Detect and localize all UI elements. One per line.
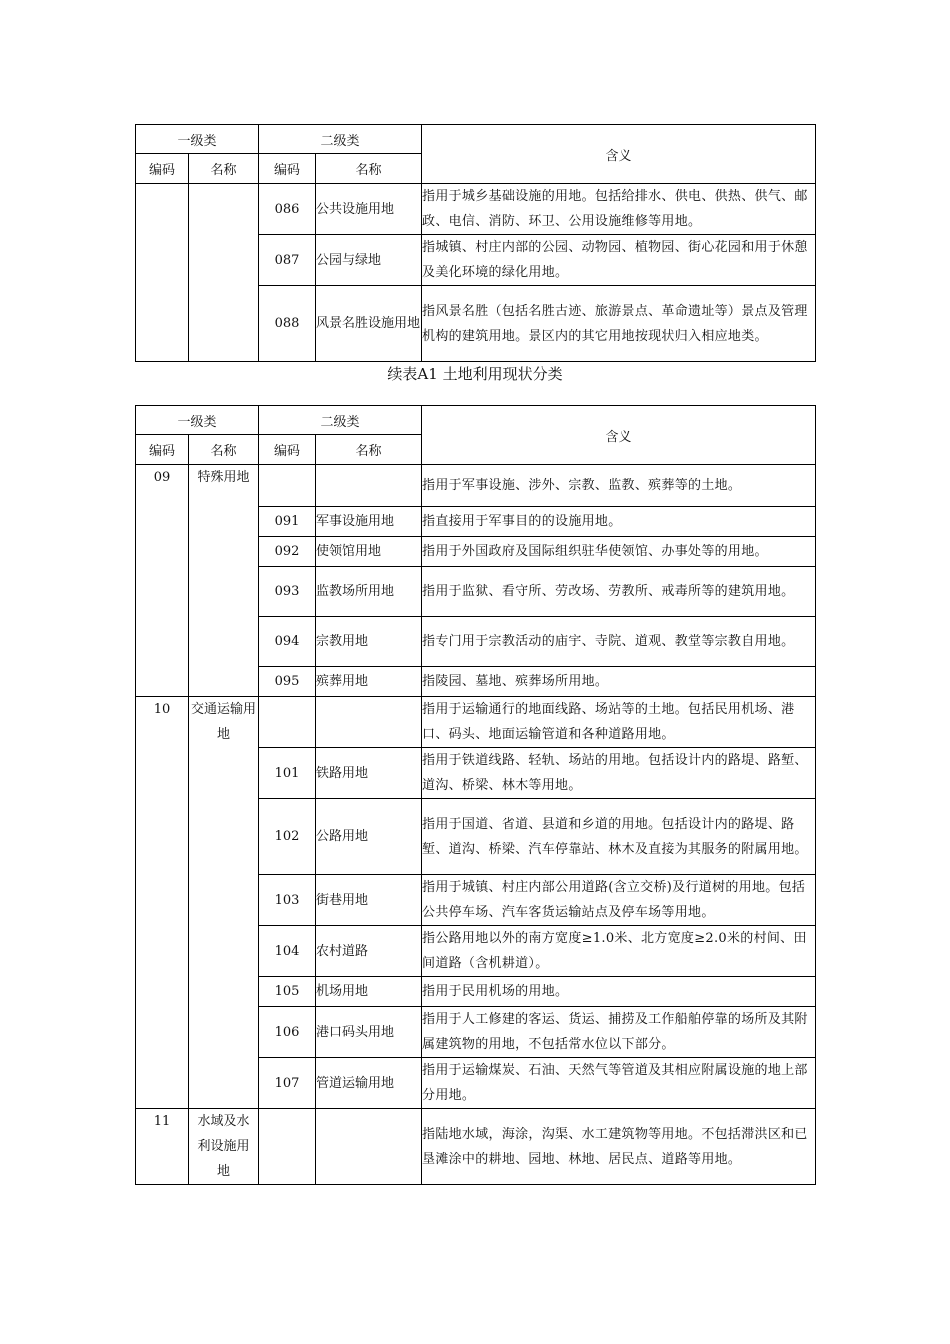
table-row: [136, 184, 816, 235]
subclass-code: [259, 697, 316, 748]
subclass-meaning: 指用于民用机场的用地。: [422, 977, 816, 1007]
subclass-code: 093: [259, 567, 316, 617]
subclass-meaning: 指城镇、村庄内部的公园、动物园、植物园、街心花园和用于休憩及美化环境的绿化用地。: [422, 235, 816, 286]
level2-header: 二级类: [259, 406, 422, 435]
level1-name-header: 名称: [189, 154, 259, 184]
level1-code-header: 编码: [136, 435, 189, 465]
subclass-name: 铁路用地: [316, 748, 422, 799]
level1-name-header: 名称: [189, 435, 259, 465]
subclass-name: 殡葬用地: [316, 667, 422, 697]
subclass-name: 风景名胜设施用地: [316, 286, 422, 362]
class-code: 10: [136, 697, 189, 1109]
subclass-meaning: 指用于监狱、看守所、劳改场、劳教所、戒毒所等的建筑用地。: [422, 567, 816, 617]
subclass-meaning: 指用于运输煤炭、石油、天然气等管道及其相应附属设施的地上部分用地。: [422, 1058, 816, 1109]
subclass-name: 监教场所用地: [316, 567, 422, 617]
land-use-table-part2: [135, 405, 816, 1185]
class-name: 水域及水利设施用地: [189, 1109, 259, 1185]
subclass-code: [259, 465, 316, 507]
level2-header: 二级类: [259, 125, 422, 154]
subclass-name: 公园与绿地: [316, 235, 422, 286]
subclass-code: 101: [259, 748, 316, 799]
table-row: [136, 1109, 816, 1185]
level2-name-header: 名称: [316, 154, 422, 184]
level2-name-header: 名称: [316, 435, 422, 465]
subclass-name: [316, 465, 422, 507]
table-row: [136, 697, 816, 748]
subclass-code: 094: [259, 617, 316, 667]
subclass-name: 农村道路: [316, 926, 422, 977]
subclass-meaning: 指用于人工修建的客运、货运、捕捞及工作船舶停靠的场所及其附属建筑物的用地，不包括常水位以下部分。: [422, 1007, 816, 1058]
meaning-header: 含义: [422, 406, 816, 465]
subclass-meaning: 指风景名胜（包括名胜古迹、旅游景点、革命遗址等）景点及管理机构的建筑用地。景区内的其它用地按现状归入相应地类。: [422, 286, 816, 362]
subclass-code: 102: [259, 799, 316, 875]
subclass-name: 公路用地: [316, 799, 422, 875]
subclass-code: 091: [259, 507, 316, 537]
subclass-meaning: 指用于城镇、村庄内部公用道路(含立交桥)及行道树的用地。包括公共停车场、汽车客货运输站点及停车场等用地。: [422, 875, 816, 926]
subclass-code: 103: [259, 875, 316, 926]
level1-header: 一级类: [136, 125, 259, 154]
subclass-code: [259, 1109, 316, 1185]
subclass-code: 092: [259, 537, 316, 567]
subclass-meaning: 指用于外国政府及国际组织驻华使领馆、办事处等的用地。: [422, 537, 816, 567]
subclass-name: 管道运输用地: [316, 1058, 422, 1109]
subclass-meaning: 指用于国道、省道、县道和乡道的用地。包括设计内的路堤、路堑、道沟、桥梁、汽车停靠站、林木及直接为其服务的附属用地。: [422, 799, 816, 875]
subclass-name: 公共设施用地: [316, 184, 422, 235]
class-meaning: 指用于军事设施、涉外、宗教、监教、殡葬等的土地。: [422, 465, 816, 507]
subclass-code: 104: [259, 926, 316, 977]
subclass-meaning: 指用于铁道线路、轻轨、场站的用地。包括设计内的路堤、路堑、道沟、桥梁、林木等用地。: [422, 748, 816, 799]
meaning-header: 含义: [422, 125, 816, 184]
land-use-table-part1: [135, 124, 816, 362]
table-row: [136, 465, 816, 507]
subclass-code: 088: [259, 286, 316, 362]
level1-name-cell: [189, 184, 259, 362]
subclass-name: 港口码头用地: [316, 1007, 422, 1058]
subclass-meaning: 指公路用地以外的南方宽度≥1.0米、北方宽度≥2.0米的村间、田间道路（含机耕道）。: [422, 926, 816, 977]
subclass-code: 086: [259, 184, 316, 235]
level2-code-header: 编码: [259, 154, 316, 184]
subclass-meaning: 指用于城乡基础设施的用地。包括给排水、供电、供热、供气、邮政、电信、消防、环卫、公用设施维修等用地。: [422, 184, 816, 235]
subclass-meaning: 指陵园、墓地、殡葬场所用地。: [422, 667, 816, 697]
subclass-code: 105: [259, 977, 316, 1007]
level2-code-header: 编码: [259, 435, 316, 465]
subclass-name: 使领馆用地: [316, 537, 422, 567]
level1-header: 一级类: [136, 406, 259, 435]
class-meaning: 指用于运输通行的地面线路、场站等的土地。包括民用机场、港口、码头、地面运输管道和各种道路用地。: [422, 697, 816, 748]
subclass-code: 087: [259, 235, 316, 286]
subclass-code: 095: [259, 667, 316, 697]
subclass-code: 107: [259, 1058, 316, 1109]
class-meaning: 指陆地水域，海涂，沟渠、水工建筑物等用地。不包括滞洪区和已垦滩涂中的耕地、园地、林地、居民点、道路等用地。: [422, 1109, 816, 1185]
table-caption: 续表A1 土地利用现状分类: [387, 365, 563, 383]
level1-code-cell: [136, 184, 189, 362]
subclass-meaning: 指专门用于宗教活动的庙宇、寺院、道观、教堂等宗教自用地。: [422, 617, 816, 667]
level1-code-header: 编码: [136, 154, 189, 184]
subclass-name: 机场用地: [316, 977, 422, 1007]
subclass-name: 街巷用地: [316, 875, 422, 926]
subclass-name: [316, 1109, 422, 1185]
class-name: 特殊用地: [189, 465, 259, 697]
class-code: 09: [136, 465, 189, 697]
class-code: 11: [136, 1109, 189, 1185]
subclass-meaning: 指直接用于军事目的的设施用地。: [422, 507, 816, 537]
subclass-name: 宗教用地: [316, 617, 422, 667]
subclass-name: [316, 697, 422, 748]
class-name: 交通运输用地: [189, 697, 259, 1109]
subclass-name: 军事设施用地: [316, 507, 422, 537]
subclass-code: 106: [259, 1007, 316, 1058]
